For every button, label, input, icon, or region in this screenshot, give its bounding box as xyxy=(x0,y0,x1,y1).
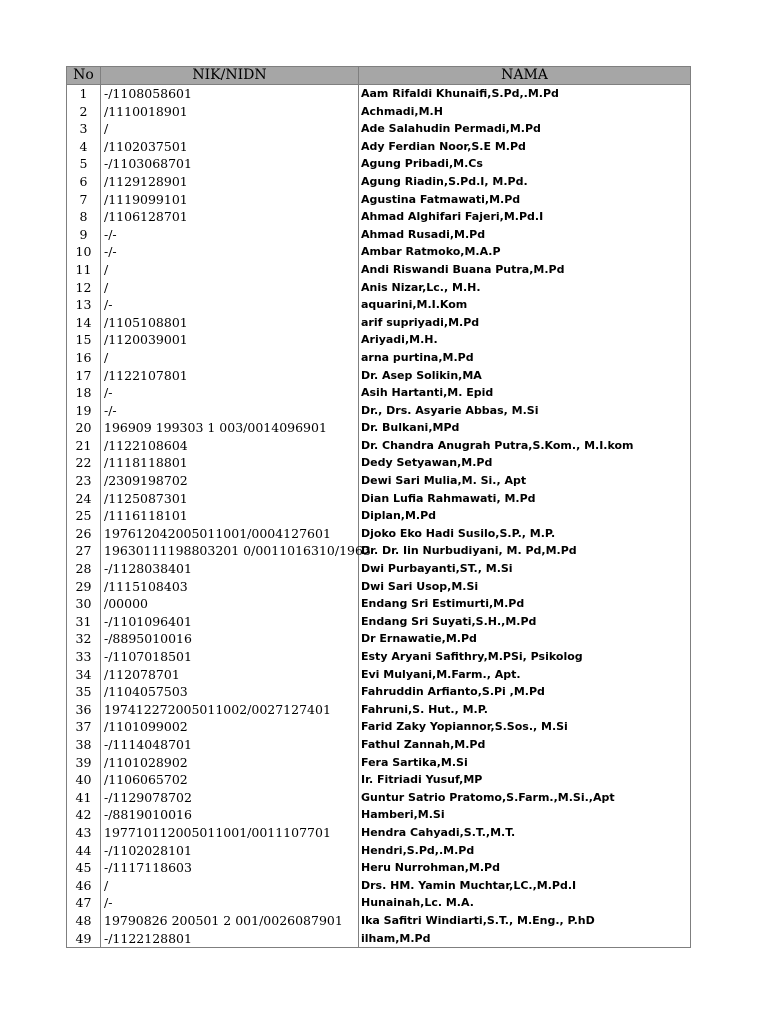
name-cell: ilham,M.Pd xyxy=(359,930,691,948)
table-row xyxy=(67,859,691,877)
name-cell: arif supriyadi,M.Pd xyxy=(359,314,691,332)
nik-nidn-cell: /1120039001 xyxy=(101,331,359,349)
name-cell: Esty Aryani Safithry,M.PSi, Psikolog xyxy=(359,648,691,666)
row-number-cell: 8 xyxy=(67,208,101,226)
row-number-cell: 7 xyxy=(67,191,101,209)
nik-nidn-cell: -/1101096401 xyxy=(101,613,359,631)
name-cell: Ahmad Alghifari Fajeri,M.Pd.I xyxy=(359,208,691,226)
name-cell: Evi Mulyani,M.Farm., Apt. xyxy=(359,666,691,684)
name-cell: Agustina Fatmawati,M.Pd xyxy=(359,191,691,209)
table-row xyxy=(67,894,691,912)
nik-nidn-cell: /1106065702 xyxy=(101,771,359,789)
table-row xyxy=(67,437,691,455)
table-row xyxy=(67,877,691,895)
table-row xyxy=(67,718,691,736)
column-header-nama: NAMA xyxy=(359,67,691,85)
table-row xyxy=(67,454,691,472)
column-header-nik: NIK/NIDN xyxy=(101,67,359,85)
table-row xyxy=(67,402,691,420)
name-cell: Ade Salahudin Permadi,M.Pd xyxy=(359,120,691,138)
row-number-cell: 25 xyxy=(67,507,101,525)
name-cell: Ahmad Rusadi,M.Pd xyxy=(359,226,691,244)
nik-nidn-cell: /1106128701 xyxy=(101,208,359,226)
row-number-cell: 19 xyxy=(67,402,101,420)
name-cell: Farid Zaky Yopiannor,S.Sos., M.Si xyxy=(359,718,691,736)
name-cell: Drs. HM. Yamin Muchtar,LC.,M.Pd.I xyxy=(359,877,691,895)
nik-nidn-cell: 19790826 200501 2 001/0026087901 xyxy=(101,912,359,930)
table-row xyxy=(67,155,691,173)
name-cell: Endang Sri Estimurti,M.Pd xyxy=(359,595,691,613)
nik-nidn-cell: -/- xyxy=(101,226,359,244)
row-number-cell: 24 xyxy=(67,490,101,508)
table-row xyxy=(67,507,691,525)
nik-nidn-cell: / xyxy=(101,120,359,138)
row-number-cell: 2 xyxy=(67,103,101,121)
row-number-cell: 47 xyxy=(67,894,101,912)
nik-nidn-cell: -/1102028101 xyxy=(101,842,359,860)
name-cell: Fathul Zannah,M.Pd xyxy=(359,736,691,754)
name-cell: Fahruddin Arfianto,S.Pi ,M.Pd xyxy=(359,683,691,701)
row-number-cell: 38 xyxy=(67,736,101,754)
row-number-cell: 9 xyxy=(67,226,101,244)
column-header-no: No xyxy=(67,67,101,85)
nik-nidn-cell: -/1103068701 xyxy=(101,155,359,173)
name-cell: Dewi Sari Mulia,M. Si., Apt xyxy=(359,472,691,490)
name-cell: Dr. Asep Solikin,MA xyxy=(359,367,691,385)
row-number-cell: 48 xyxy=(67,912,101,930)
name-cell: Agung Riadin,S.Pd.I, M.Pd. xyxy=(359,173,691,191)
table-row xyxy=(67,85,691,103)
name-cell: Ir. Fitriadi Yusuf,MP xyxy=(359,771,691,789)
table-row xyxy=(67,754,691,772)
name-cell: Dr. Chandra Anugrah Putra,S.Kom., M.I.kom xyxy=(359,437,691,455)
nik-nidn-cell: -/1129078702 xyxy=(101,789,359,807)
table-row xyxy=(67,367,691,385)
name-cell: Ariyadi,M.H. xyxy=(359,331,691,349)
nik-nidn-cell: /- xyxy=(101,384,359,402)
table-row xyxy=(67,613,691,631)
table-row xyxy=(67,191,691,209)
table-row xyxy=(67,789,691,807)
table-body xyxy=(67,85,691,948)
nik-nidn-cell: /1115108403 xyxy=(101,578,359,596)
nik-nidn-cell: /1104057503 xyxy=(101,683,359,701)
nik-nidn-cell: /1122108604 xyxy=(101,437,359,455)
row-number-cell: 21 xyxy=(67,437,101,455)
nik-nidn-cell: -/1114048701 xyxy=(101,736,359,754)
nik-nidn-cell: 197710112005011001/0011107701 xyxy=(101,824,359,842)
row-number-cell: 10 xyxy=(67,243,101,261)
table-row xyxy=(67,630,691,648)
row-number-cell: 13 xyxy=(67,296,101,314)
nik-nidn-cell: / xyxy=(101,261,359,279)
table-row xyxy=(67,419,691,437)
table-row xyxy=(67,349,691,367)
nik-nidn-cell: /112078701 xyxy=(101,666,359,684)
name-cell: Dr. Dr. Iin Nurbudiyani, M. Pd,M.Pd xyxy=(359,542,691,560)
row-number-cell: 40 xyxy=(67,771,101,789)
nik-nidn-cell: /1101028902 xyxy=(101,754,359,772)
table-row xyxy=(67,560,691,578)
row-number-cell: 34 xyxy=(67,666,101,684)
name-cell: Diplan,M.Pd xyxy=(359,507,691,525)
nik-nidn-cell: 197612042005011001/0004127601 xyxy=(101,525,359,543)
nik-nidn-cell: 196909 199303 1 003/0014096901 xyxy=(101,419,359,437)
nik-nidn-cell: -/1117118603 xyxy=(101,859,359,877)
name-cell: Dr., Drs. Asyarie Abbas, M.Si xyxy=(359,402,691,420)
table-row xyxy=(67,173,691,191)
row-number-cell: 33 xyxy=(67,648,101,666)
name-cell: Djoko Eko Hadi Susilo,S.P., M.P. xyxy=(359,525,691,543)
row-number-cell: 15 xyxy=(67,331,101,349)
nik-nidn-cell: /1118118801 xyxy=(101,454,359,472)
row-number-cell: 27 xyxy=(67,542,101,560)
row-number-cell: 36 xyxy=(67,701,101,719)
row-number-cell: 43 xyxy=(67,824,101,842)
table-row xyxy=(67,806,691,824)
name-cell: Guntur Satrio Pratomo,S.Farm.,M.Si.,Apt xyxy=(359,789,691,807)
row-number-cell: 26 xyxy=(67,525,101,543)
name-cell: Ika Safitri Windiarti,S.T., M.Eng., P.hD xyxy=(359,912,691,930)
table-row xyxy=(67,279,691,297)
nik-nidn-cell: /1122107801 xyxy=(101,367,359,385)
row-number-cell: 17 xyxy=(67,367,101,385)
nik-nidn-cell: -/1122128801 xyxy=(101,930,359,948)
row-number-cell: 45 xyxy=(67,859,101,877)
nik-nidn-cell: -/- xyxy=(101,402,359,420)
table-row xyxy=(67,683,691,701)
nik-nidn-cell: /- xyxy=(101,296,359,314)
table-row xyxy=(67,525,691,543)
table-row xyxy=(67,542,691,560)
row-number-cell: 22 xyxy=(67,454,101,472)
table-row xyxy=(67,331,691,349)
table-row xyxy=(67,666,691,684)
table-row xyxy=(67,138,691,156)
row-number-cell: 44 xyxy=(67,842,101,860)
row-number-cell: 4 xyxy=(67,138,101,156)
name-cell: Heru Nurrohman,M.Pd xyxy=(359,859,691,877)
row-number-cell: 18 xyxy=(67,384,101,402)
row-number-cell: 41 xyxy=(67,789,101,807)
name-cell: Hendra Cahyadi,S.T.,M.T. xyxy=(359,824,691,842)
name-cell: Anis Nizar,Lc., M.H. xyxy=(359,279,691,297)
table-row xyxy=(67,261,691,279)
nik-nidn-cell: /00000 xyxy=(101,595,359,613)
nik-nidn-cell: 197412272005011002/0027127401 xyxy=(101,701,359,719)
row-number-cell: 23 xyxy=(67,472,101,490)
nik-nidn-cell: /1102037501 xyxy=(101,138,359,156)
nik-nidn-cell: /1119099101 xyxy=(101,191,359,209)
nik-nidn-cell: -/1128038401 xyxy=(101,560,359,578)
name-cell: Ambar Ratmoko,M.A.P xyxy=(359,243,691,261)
row-number-cell: 37 xyxy=(67,718,101,736)
row-number-cell: 29 xyxy=(67,578,101,596)
table-row xyxy=(67,472,691,490)
lecturer-table-sheet xyxy=(66,66,690,948)
name-cell: Asih Hartanti,M. Epid xyxy=(359,384,691,402)
table-row xyxy=(67,490,691,508)
nik-nidn-cell: /- xyxy=(101,894,359,912)
table-row xyxy=(67,243,691,261)
row-number-cell: 30 xyxy=(67,595,101,613)
table-row xyxy=(67,701,691,719)
name-cell: Dr. Bulkani,MPd xyxy=(359,419,691,437)
name-cell: Aam Rifaldi Khunaifi,S.Pd,.M.Pd xyxy=(359,85,691,103)
row-number-cell: 5 xyxy=(67,155,101,173)
name-cell: Achmadi,M.H xyxy=(359,103,691,121)
row-number-cell: 31 xyxy=(67,613,101,631)
name-cell: Fera Sartika,M.Si xyxy=(359,754,691,772)
name-cell: arna purtina,M.Pd xyxy=(359,349,691,367)
table-row xyxy=(67,930,691,948)
name-cell: Hunainah,Lc. M.A. xyxy=(359,894,691,912)
row-number-cell: 16 xyxy=(67,349,101,367)
table-row xyxy=(67,314,691,332)
name-cell: Fahruni,S. Hut., M.P. xyxy=(359,701,691,719)
row-number-cell: 20 xyxy=(67,419,101,437)
nik-nidn-cell: /1125087301 xyxy=(101,490,359,508)
table-row xyxy=(67,226,691,244)
nik-nidn-cell: / xyxy=(101,877,359,895)
nik-nidn-cell: / xyxy=(101,349,359,367)
row-number-cell: 49 xyxy=(67,930,101,948)
nik-nidn-cell: /1116118101 xyxy=(101,507,359,525)
table-row xyxy=(67,771,691,789)
name-cell: Hendri,S.Pd,.M.Pd xyxy=(359,842,691,860)
table-row xyxy=(67,648,691,666)
nik-nidn-cell: /1105108801 xyxy=(101,314,359,332)
name-cell: Dwi Sari Usop,M.Si xyxy=(359,578,691,596)
row-number-cell: 1 xyxy=(67,85,101,103)
table-row xyxy=(67,824,691,842)
row-number-cell: 32 xyxy=(67,630,101,648)
table-row xyxy=(67,595,691,613)
name-cell: Dwi Purbayanti,ST., M.Si xyxy=(359,560,691,578)
row-number-cell: 42 xyxy=(67,806,101,824)
row-number-cell: 46 xyxy=(67,877,101,895)
name-cell: Endang Sri Suyati,S.H.,M.Pd xyxy=(359,613,691,631)
name-cell: Ady Ferdian Noor,S.E M.Pd xyxy=(359,138,691,156)
nik-nidn-cell: -/8895010016 xyxy=(101,630,359,648)
nik-nidn-cell: 19630111198803201 0/0011016310/1963 xyxy=(101,542,359,560)
nik-nidn-cell: -/1107018501 xyxy=(101,648,359,666)
row-number-cell: 28 xyxy=(67,560,101,578)
row-number-cell: 39 xyxy=(67,754,101,772)
nik-nidn-cell: / xyxy=(101,279,359,297)
nik-nidn-cell: /1101099002 xyxy=(101,718,359,736)
name-cell: Agung Pribadi,M.Cs xyxy=(359,155,691,173)
nik-nidn-cell: /1129128901 xyxy=(101,173,359,191)
nik-nidn-cell: -/1108058601 xyxy=(101,85,359,103)
row-number-cell: 6 xyxy=(67,173,101,191)
table-header-row xyxy=(67,67,691,85)
table-row xyxy=(67,208,691,226)
name-cell: Hamberi,M.Si xyxy=(359,806,691,824)
row-number-cell: 35 xyxy=(67,683,101,701)
row-number-cell: 12 xyxy=(67,279,101,297)
name-cell: Dr Ernawatie,M.Pd xyxy=(359,630,691,648)
name-cell: Dedy Setyawan,M.Pd xyxy=(359,454,691,472)
table-row xyxy=(67,842,691,860)
table-row xyxy=(67,296,691,314)
nik-nidn-cell: -/8819010016 xyxy=(101,806,359,824)
table-row xyxy=(67,384,691,402)
name-cell: aquarini,M.I.Kom xyxy=(359,296,691,314)
table-row xyxy=(67,578,691,596)
table-row xyxy=(67,103,691,121)
lecturer-table xyxy=(66,66,691,948)
nik-nidn-cell: /1110018901 xyxy=(101,103,359,121)
row-number-cell: 14 xyxy=(67,314,101,332)
row-number-cell: 3 xyxy=(67,120,101,138)
table-row xyxy=(67,912,691,930)
name-cell: Andi Riswandi Buana Putra,M.Pd xyxy=(359,261,691,279)
nik-nidn-cell: -/- xyxy=(101,243,359,261)
table-row xyxy=(67,736,691,754)
row-number-cell: 11 xyxy=(67,261,101,279)
table-row xyxy=(67,120,691,138)
name-cell: Dian Lufia Rahmawati, M.Pd xyxy=(359,490,691,508)
nik-nidn-cell: /2309198702 xyxy=(101,472,359,490)
